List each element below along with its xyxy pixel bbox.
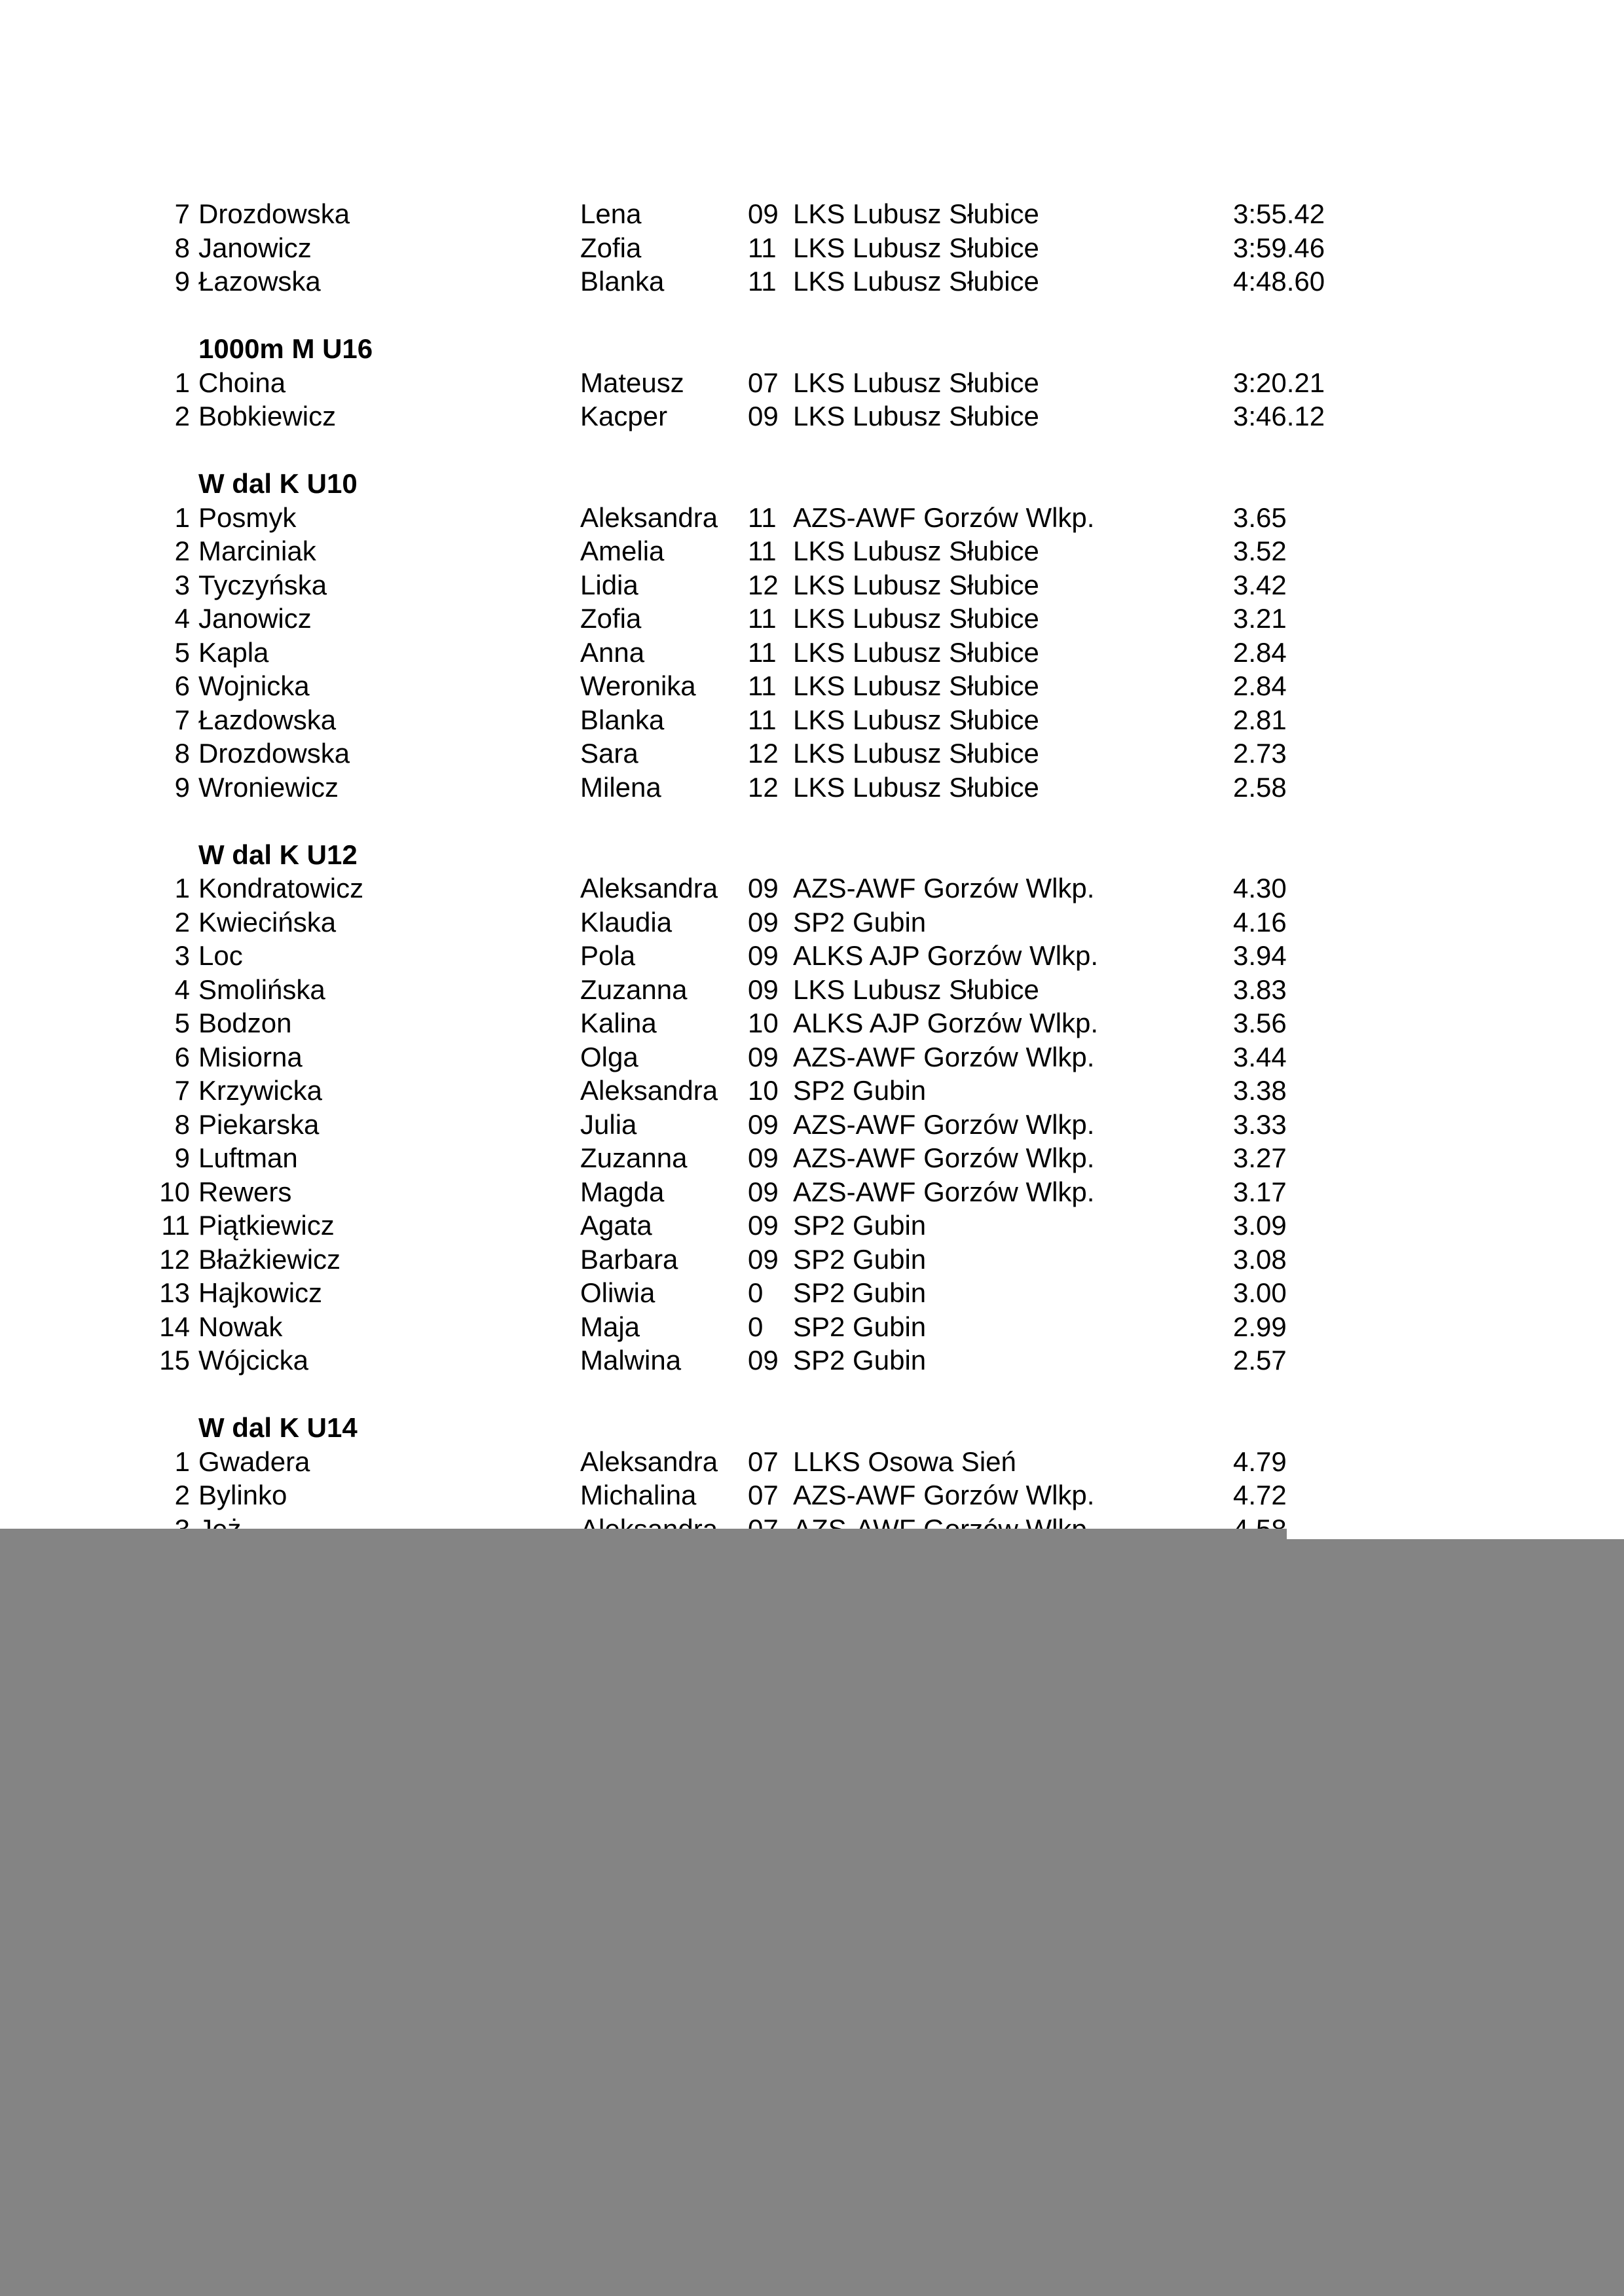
cell-result: 4:48.60 — [1233, 266, 1325, 297]
cell-result: 2.99 — [1233, 1311, 1287, 1342]
cell-year: 0 — [748, 1311, 764, 1342]
cell-result: 3.21 — [1233, 603, 1287, 634]
cell-firstname: Malwina — [580, 1345, 682, 1376]
cell-club: AZS-AWF Gorzów Wlkp. — [793, 1480, 1095, 1510]
cell-firstname: Lena — [580, 198, 642, 229]
cell-surname: Piekarska — [198, 1108, 320, 1140]
cell-firstname: Julia — [580, 1108, 637, 1140]
cell-place: 1 — [174, 873, 190, 903]
cell-club: LKS Lubusz Słubice — [793, 636, 1039, 668]
cell-result: 3:55.42 — [1233, 198, 1325, 229]
result-row — [0, 197, 1624, 231]
cell-firstname: Zuzanna — [580, 974, 688, 1005]
result-row — [0, 1243, 1624, 1277]
cell-year: 11 — [748, 670, 777, 701]
cell-club: SP2 Gubin — [793, 1075, 927, 1106]
cell-firstname: Kacper — [580, 401, 668, 431]
cell-surname: Gwadera — [198, 1446, 310, 1477]
cell-surname: Janowicz — [198, 232, 312, 263]
cell-year: 09 — [748, 198, 779, 229]
result-row — [0, 636, 1624, 670]
cell-firstname: Lidia — [580, 569, 638, 600]
cell-place: 1 — [174, 367, 190, 398]
cell-firstname: Amelia — [580, 536, 665, 566]
cell-surname: Krzywicka — [198, 1075, 323, 1106]
result-row — [0, 1006, 1624, 1040]
result-row — [0, 1074, 1624, 1108]
cell-year: 12 — [748, 569, 779, 600]
cell-result: 2.57 — [1233, 1345, 1287, 1376]
cell-year: 09 — [748, 1142, 779, 1173]
cell-result: 3.17 — [1233, 1176, 1287, 1207]
cell-place: 3 — [174, 569, 190, 600]
cell-club: SP2 Gubin — [793, 1311, 927, 1342]
cell-surname: Bobkiewicz — [198, 401, 337, 431]
cell-place: 9 — [174, 1142, 190, 1173]
cell-surname: Kwiecińska — [198, 906, 337, 938]
cell-surname: Hajkowicz — [198, 1277, 323, 1308]
result-row — [0, 973, 1624, 1007]
cell-place: 1 — [174, 501, 190, 533]
cell-surname: Wroniewicz — [198, 771, 339, 803]
cell-firstname: Zofia — [580, 232, 642, 263]
result-row — [0, 1310, 1624, 1344]
cell-club: LKS Lubusz Słubice — [793, 198, 1039, 229]
cell-year: 11 — [748, 636, 777, 668]
cell-firstname: Sara — [580, 738, 638, 769]
cell-surname: Nowak — [198, 1311, 283, 1342]
cell-club: LKS Lubusz Słubice — [793, 704, 1039, 735]
cell-place: 9 — [174, 771, 190, 803]
cell-year: 09 — [748, 1176, 779, 1207]
grey-overlay — [0, 1539, 1624, 2296]
cell-firstname: Weronika — [580, 670, 696, 701]
cell-place: 8 — [174, 738, 190, 769]
section-heading: 1000m M U16 — [198, 333, 373, 364]
cell-club: SP2 Gubin — [793, 1345, 927, 1376]
cell-result: 4.16 — [1233, 906, 1287, 938]
cell-result: 2.73 — [1233, 738, 1287, 769]
cell-result: 4.30 — [1233, 873, 1287, 903]
cell-result: 3.44 — [1233, 1041, 1287, 1072]
cell-club: ALKS AJP Gorzów Wlkp. — [793, 1008, 1099, 1038]
cell-club: AZS-AWF Gorzów Wlkp. — [793, 1108, 1095, 1140]
cell-place: 10 — [159, 1176, 190, 1207]
cell-surname: Rewers — [198, 1176, 292, 1207]
cell-place: 8 — [174, 1108, 190, 1140]
cell-firstname: Agata — [580, 1210, 652, 1241]
cell-club: AZS-AWF Gorzów Wlkp. — [793, 501, 1095, 533]
cell-surname: Bodzon — [198, 1008, 292, 1038]
cell-club: LKS Lubusz Słubice — [793, 367, 1039, 398]
cell-firstname: Barbara — [580, 1243, 678, 1275]
cell-club: LKS Lubusz Słubice — [793, 771, 1039, 803]
cell-place: 3 — [174, 940, 190, 971]
cell-surname: Piątkiewicz — [198, 1210, 335, 1241]
cell-firstname: Pola — [580, 940, 636, 971]
cell-year: 11 — [748, 603, 777, 634]
cell-surname: Łazdowska — [198, 704, 337, 735]
cell-surname: Misiorna — [198, 1041, 303, 1072]
cell-place: 1 — [174, 1446, 190, 1477]
cell-place: 8 — [174, 232, 190, 263]
result-row — [0, 771, 1624, 805]
cell-club: AZS-AWF Gorzów Wlkp. — [793, 1142, 1095, 1173]
cell-club: LKS Lubusz Słubice — [793, 569, 1039, 600]
cell-result: 2.84 — [1233, 670, 1287, 701]
cell-year: 09 — [748, 906, 779, 938]
result-row — [0, 534, 1624, 568]
cell-surname: Luftman — [198, 1142, 298, 1173]
result-row — [0, 602, 1624, 636]
section-heading: W dal K U14 — [198, 1412, 358, 1443]
section-heading: W dal K U10 — [198, 468, 358, 499]
cell-year: 12 — [748, 738, 779, 769]
cell-club: LKS Lubusz Słubice — [793, 266, 1039, 297]
cell-surname: Bylinko — [198, 1480, 287, 1510]
cell-firstname: Blanka — [580, 266, 665, 297]
cell-year: 07 — [748, 1480, 779, 1510]
cell-club: SP2 Gubin — [793, 1210, 927, 1241]
cell-place: 6 — [174, 670, 190, 701]
result-row — [0, 366, 1624, 400]
cell-place: 2 — [174, 401, 190, 431]
section-heading: W dal K U12 — [198, 839, 358, 870]
cell-place: 2 — [174, 906, 190, 938]
result-row — [0, 1209, 1624, 1243]
cell-year: 10 — [748, 1008, 779, 1038]
cell-result: 3.52 — [1233, 536, 1287, 566]
cell-result: 3.65 — [1233, 501, 1287, 533]
cell-surname: Marciniak — [198, 536, 316, 566]
cell-place: 6 — [174, 1041, 190, 1072]
cell-year: 11 — [748, 704, 777, 735]
cell-place: 5 — [174, 636, 190, 668]
cell-club: LKS Lubusz Słubice — [793, 401, 1039, 431]
cell-firstname: Olga — [580, 1041, 638, 1072]
cell-year: 09 — [748, 873, 779, 903]
cell-year: 09 — [748, 1243, 779, 1275]
result-row — [0, 939, 1624, 973]
cell-club: LKS Lubusz Słubice — [793, 670, 1039, 701]
result-row — [0, 231, 1624, 265]
cell-place: 13 — [159, 1277, 190, 1308]
cell-firstname: Blanka — [580, 704, 665, 735]
cell-club: AZS-AWF Gorzów Wlkp. — [793, 1176, 1095, 1207]
cell-surname: Łazowska — [198, 266, 321, 297]
cell-firstname: Mateusz — [580, 367, 684, 398]
cell-club: SP2 Gubin — [793, 1277, 927, 1308]
cell-surname: Wójcicka — [198, 1345, 309, 1376]
cell-club: LKS Lubusz Słubice — [793, 974, 1039, 1005]
cell-result: 2.84 — [1233, 636, 1287, 668]
cell-firstname: Maja — [580, 1311, 640, 1342]
cell-year: 0 — [748, 1277, 764, 1308]
cell-place: 12 — [159, 1243, 190, 1275]
cell-year: 09 — [748, 1345, 779, 1376]
cell-club: AZS-AWF Gorzów Wlkp. — [793, 1041, 1095, 1072]
cell-result: 3:20.21 — [1233, 367, 1325, 398]
cell-result: 4.72 — [1233, 1480, 1287, 1510]
cell-year: 11 — [748, 232, 777, 263]
cell-surname: Kondratowicz — [198, 873, 364, 903]
cell-surname: Kapla — [198, 636, 269, 668]
cell-club: LKS Lubusz Słubice — [793, 232, 1039, 263]
result-row — [0, 737, 1624, 771]
cell-year: 09 — [748, 940, 779, 971]
cell-place: 15 — [159, 1345, 190, 1376]
cell-surname: Posmyk — [198, 501, 297, 533]
cell-firstname: Anna — [580, 636, 645, 668]
cell-club: LLKS Osowa Sień — [793, 1446, 1016, 1477]
result-row — [0, 1108, 1624, 1142]
cell-place: 2 — [174, 536, 190, 566]
cell-firstname: Zofia — [580, 603, 642, 634]
cell-place: 7 — [174, 1075, 190, 1106]
cell-surname: Wojnicka — [198, 670, 310, 701]
cell-year: 09 — [748, 1108, 779, 1140]
cell-result: 3.94 — [1233, 940, 1287, 971]
cell-year: 07 — [748, 1446, 779, 1477]
cell-surname: Janowicz — [198, 603, 312, 634]
cell-club: LKS Lubusz Słubice — [793, 738, 1039, 769]
result-row — [0, 1445, 1624, 1479]
cell-place: 14 — [159, 1311, 190, 1342]
result-row — [0, 669, 1624, 703]
cell-firstname: Michalina — [580, 1480, 697, 1510]
cell-year: 09 — [748, 401, 779, 431]
cell-result: 3.56 — [1233, 1008, 1287, 1038]
cell-club: ALKS AJP Gorzów Wlkp. — [793, 940, 1099, 971]
result-row — [0, 1040, 1624, 1074]
cell-surname: Choina — [198, 367, 286, 398]
cell-club: SP2 Gubin — [793, 906, 927, 938]
cell-firstname: Kalina — [580, 1008, 657, 1038]
cell-year: 11 — [748, 536, 777, 566]
cell-club: LKS Lubusz Słubice — [793, 536, 1039, 566]
result-row — [0, 1478, 1624, 1512]
cell-firstname: Magda — [580, 1176, 665, 1207]
cell-place: 2 — [174, 1480, 190, 1510]
cell-result: 2.81 — [1233, 704, 1287, 735]
cell-result: 3:59.46 — [1233, 232, 1325, 263]
result-row — [0, 501, 1624, 535]
cell-result: 3.42 — [1233, 569, 1287, 600]
cell-firstname: Aleksandra — [580, 501, 718, 533]
cell-year: 09 — [748, 1041, 779, 1072]
result-row — [0, 1343, 1624, 1377]
cell-firstname: Oliwia — [580, 1277, 655, 1308]
cell-year: 11 — [748, 266, 777, 297]
cell-firstname: Milena — [580, 771, 661, 803]
cell-firstname: Klaudia — [580, 906, 673, 938]
cell-result: 2.58 — [1233, 771, 1287, 803]
cell-club: AZS-AWF Gorzów Wlkp. — [793, 873, 1095, 903]
cell-result: 3.83 — [1233, 974, 1287, 1005]
cell-place: 9 — [174, 266, 190, 297]
result-row — [0, 1141, 1624, 1175]
cell-result: 3.09 — [1233, 1210, 1287, 1241]
cell-surname: Drozdowska — [198, 198, 350, 229]
cell-surname: Tyczyńska — [198, 569, 327, 600]
cell-result: 3.00 — [1233, 1277, 1287, 1308]
cell-result: 3.38 — [1233, 1075, 1287, 1106]
cell-surname: Loc — [198, 940, 243, 971]
cell-place: 4 — [174, 974, 190, 1005]
cell-surname: Smolińska — [198, 974, 325, 1005]
cell-year: 11 — [748, 501, 777, 533]
cell-surname: Drozdowska — [198, 738, 350, 769]
cell-firstname: Aleksandra — [580, 873, 718, 903]
cell-club: SP2 Gubin — [793, 1243, 927, 1275]
cell-place: 7 — [174, 704, 190, 735]
cell-result: 3.33 — [1233, 1108, 1287, 1140]
cell-place: 4 — [174, 603, 190, 634]
cell-firstname: Zuzanna — [580, 1142, 688, 1173]
cell-year: 09 — [748, 974, 779, 1005]
cell-result: 3:46.12 — [1233, 401, 1325, 431]
cell-result: 3.27 — [1233, 1142, 1287, 1173]
cell-year: 10 — [748, 1075, 779, 1106]
result-row — [0, 399, 1624, 433]
cell-firstname: Aleksandra — [580, 1075, 718, 1106]
cell-result: 4.79 — [1233, 1446, 1287, 1477]
cell-firstname: Aleksandra — [580, 1446, 718, 1477]
result-row — [0, 1276, 1624, 1310]
cell-place: 5 — [174, 1008, 190, 1038]
cell-place: 11 — [161, 1210, 190, 1241]
result-row — [0, 905, 1624, 939]
result-row — [0, 703, 1624, 737]
result-row — [0, 871, 1624, 905]
cell-year: 07 — [748, 367, 779, 398]
cell-result: 3.08 — [1233, 1243, 1287, 1275]
result-row — [0, 1175, 1624, 1209]
cell-year: 09 — [748, 1210, 779, 1241]
result-row — [0, 568, 1624, 602]
cell-surname: Błażkiewicz — [198, 1243, 341, 1275]
cell-place: 7 — [174, 198, 190, 229]
cell-year: 12 — [748, 771, 779, 803]
cell-club: LKS Lubusz Słubice — [793, 603, 1039, 634]
result-row — [0, 264, 1624, 299]
